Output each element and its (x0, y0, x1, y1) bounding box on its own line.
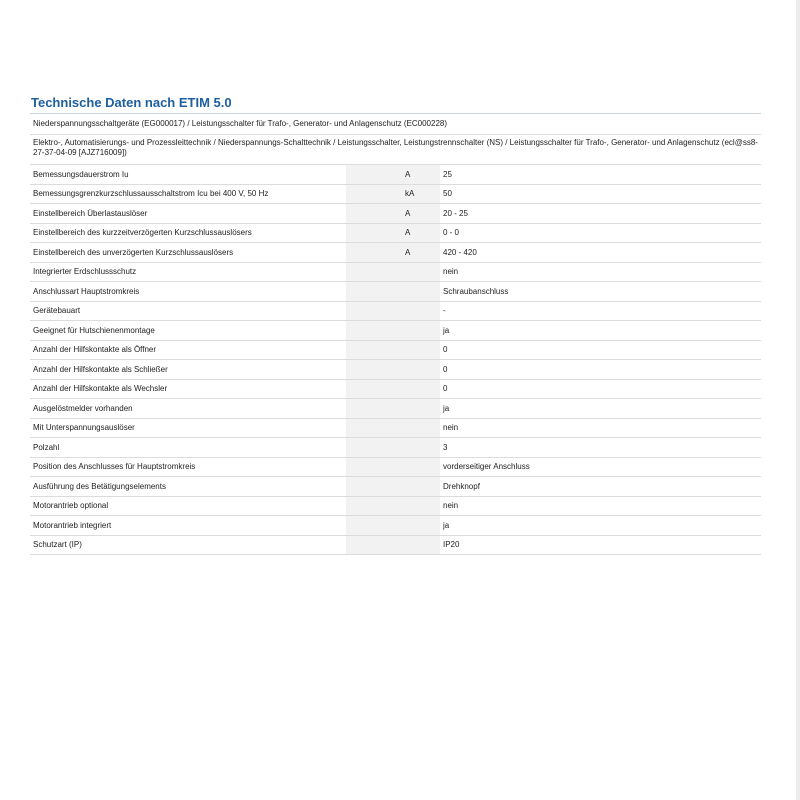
property-value: ja (440, 399, 761, 419)
table-row (30, 262, 761, 282)
property-unit: kA (402, 184, 440, 204)
property-name: Ausführung des Betätigungselements (30, 477, 346, 497)
property-unit (402, 321, 440, 341)
shaded-spacer-cell (346, 282, 402, 302)
shaded-spacer-cell (346, 340, 402, 360)
property-unit (402, 477, 440, 497)
shaded-spacer-cell (346, 321, 402, 341)
table-row (30, 516, 761, 536)
table-row (30, 379, 761, 399)
property-unit: A (402, 223, 440, 243)
property-name: Motorantrieb integriert (30, 516, 346, 536)
property-value: 420 - 420 (440, 243, 761, 263)
table-row (30, 321, 761, 341)
property-name: Bemessungsdauerstrom Iu (30, 165, 346, 184)
property-unit (402, 438, 440, 458)
property-value: 0 (440, 360, 761, 380)
property-name: Motorantrieb optional (30, 496, 346, 516)
table-row (30, 457, 761, 477)
table-row (30, 535, 761, 555)
table-row (30, 243, 761, 263)
shaded-spacer-cell (346, 438, 402, 458)
property-value: 20 - 25 (440, 204, 761, 224)
property-unit (402, 457, 440, 477)
shaded-spacer-cell (346, 165, 402, 184)
property-value: 0 - 0 (440, 223, 761, 243)
property-unit: A (402, 165, 440, 184)
table-row (30, 340, 761, 360)
shaded-spacer-cell (346, 535, 402, 555)
property-name: Anzahl der Hilfskontakte als Schließer (30, 360, 346, 380)
table-row (30, 223, 761, 243)
table-row (30, 438, 761, 458)
table-row (30, 418, 761, 438)
property-name: Mit Unterspannungsauslöser (30, 418, 346, 438)
property-value: 25 (440, 165, 761, 184)
property-name: Bemessungsgrenzkurzschlussausschaltstrom Icu bei 400 V, 50 Hz (30, 184, 346, 204)
shaded-spacer-cell (346, 379, 402, 399)
shaded-spacer-cell (346, 243, 402, 263)
property-value: Schraubanschluss (440, 282, 761, 302)
property-value: vorderseitiger Anschluss (440, 457, 761, 477)
shaded-spacer-cell (346, 360, 402, 380)
property-name: Einstellbereich des kurzzeitverzögerten Kurzschlussauslösers (30, 223, 346, 243)
property-unit (402, 301, 440, 321)
shaded-spacer-cell (346, 301, 402, 321)
property-unit (402, 282, 440, 302)
property-unit (402, 360, 440, 380)
page-edge (796, 0, 800, 800)
property-unit (402, 418, 440, 438)
table-row (30, 496, 761, 516)
property-value: ja (440, 516, 761, 536)
property-name: Polzahl (30, 438, 346, 458)
table-row (30, 301, 761, 321)
etim-classification: Niederspannungsschaltgeräte (EG000017) / Leistungsschalter für Trafo-, Generator- und Anlagenschutz (EC000228) (30, 114, 761, 135)
table-row (30, 360, 761, 380)
property-name: Anzahl der Hilfskontakte als Wechsler (30, 379, 346, 399)
sheet-title: Technische Daten nach ETIM 5.0 (30, 93, 761, 114)
shaded-spacer-cell (346, 262, 402, 282)
property-name: Geeignet für Hutschienenmontage (30, 321, 346, 341)
property-value: nein (440, 418, 761, 438)
property-name: Anzahl der Hilfskontakte als Öffner (30, 340, 346, 360)
property-unit: A (402, 204, 440, 224)
property-name: Einstellbereich des unverzögerten Kurzschlussauslösers (30, 243, 346, 263)
property-name: Integrierter Erdschlussschutz (30, 262, 346, 282)
table-row (30, 165, 761, 184)
property-value: nein (440, 262, 761, 282)
property-name: Ausgelöstmelder vorhanden (30, 399, 346, 419)
table-row (30, 399, 761, 419)
property-value: 50 (440, 184, 761, 204)
shaded-spacer-cell (346, 223, 402, 243)
shaded-spacer-cell (346, 399, 402, 419)
shaded-spacer-cell (346, 477, 402, 497)
property-name: Gerätebauart (30, 301, 346, 321)
properties-table (30, 165, 761, 555)
shaded-spacer-cell (346, 516, 402, 536)
shaded-spacer-cell (346, 496, 402, 516)
property-name: Anschlussart Hauptstromkreis (30, 282, 346, 302)
eclass-classification: Elektro-, Automatisierungs- und Prozessleittechnik / Niederspannungs-Schalttechnik / Leistungsschalter, Leistungstrennschalter (NS) / Leistungsschalter für Trafo-, Generator- und Anlagenschutz (ecl@ss8-27-37-04-09 [AJZ716009]) (30, 135, 761, 165)
property-unit (402, 262, 440, 282)
properties-table-body (30, 165, 761, 555)
property-name: Position des Anschlusses für Hauptstromkreis (30, 457, 346, 477)
table-row (30, 282, 761, 302)
technical-data-sheet (30, 93, 761, 555)
table-row (30, 477, 761, 497)
property-value: ja (440, 321, 761, 341)
property-value: IP20 (440, 535, 761, 555)
property-value: 0 (440, 340, 761, 360)
property-name: Schutzart (IP) (30, 535, 346, 555)
shaded-spacer-cell (346, 184, 402, 204)
property-value: 3 (440, 438, 761, 458)
property-unit (402, 399, 440, 419)
property-value: Drehknopf (440, 477, 761, 497)
property-value: - (440, 301, 761, 321)
property-unit (402, 379, 440, 399)
property-unit (402, 535, 440, 555)
shaded-spacer-cell (346, 457, 402, 477)
property-value: nein (440, 496, 761, 516)
property-value: 0 (440, 379, 761, 399)
property-unit (402, 516, 440, 536)
property-unit (402, 340, 440, 360)
property-name: Einstellbereich Überlastauslöser (30, 204, 346, 224)
table-row (30, 204, 761, 224)
shaded-spacer-cell (346, 204, 402, 224)
property-unit: A (402, 243, 440, 263)
shaded-spacer-cell (346, 418, 402, 438)
table-row (30, 184, 761, 204)
property-unit (402, 496, 440, 516)
